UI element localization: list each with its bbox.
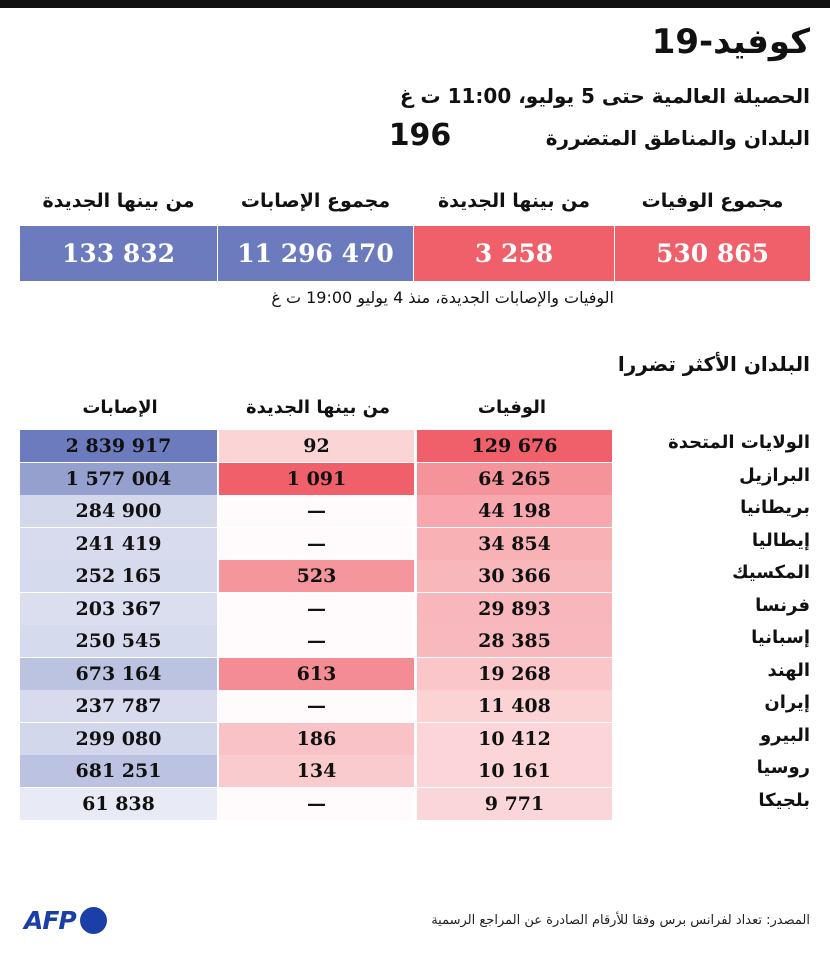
new-deaths-cell: 134: [219, 755, 414, 787]
country-name: بريطانيا: [740, 497, 810, 518]
section-title: البلدان الأكثر تضررا: [617, 352, 810, 376]
new-deaths-cell: 92: [219, 430, 414, 462]
country-name: الهند: [767, 659, 810, 681]
cases-cell: 284 900: [20, 495, 217, 527]
deaths-cell: 11 408: [417, 690, 612, 722]
affected-countries-label: البلدان والمناطق المتضررة: [545, 126, 810, 150]
deaths-cell: 34 854: [417, 528, 612, 560]
country-name: إسبانيا: [751, 627, 810, 648]
country-name: بلجيكا: [758, 789, 810, 811]
deaths-cell: 19 268: [417, 658, 612, 690]
cases-cell: 241 419: [20, 528, 217, 560]
source-note: المصدر: تعداد لفرانس برس وفقا للأرقام الصادرة عن المراجع الرسمية: [431, 913, 810, 928]
new-deaths-cell: —: [219, 788, 414, 820]
column-header-cases: الإصابات: [82, 397, 158, 418]
cases-cell: 299 080: [20, 723, 217, 755]
cases-cell: 203 367: [20, 593, 217, 625]
summary-header-cases: مجموع الإصابات: [240, 190, 391, 212]
cases-cell: 252 165: [20, 560, 217, 592]
summary-header-new-deaths: من بينها الجديدة: [437, 190, 591, 212]
new-deaths-cell: 523: [219, 560, 414, 592]
cases-cell: 61 838: [20, 788, 217, 820]
summary-total-cases: 11 296 470: [218, 226, 413, 281]
afp-logo-dot: [80, 907, 107, 934]
page-title: كوفيد-19: [651, 22, 810, 62]
country-name: البيرو: [759, 724, 810, 746]
deaths-cell: 30 366: [417, 560, 612, 592]
afp-logo: [24, 906, 107, 935]
country-name: إيطاليا: [751, 529, 810, 551]
summary-header-deaths: مجموع الوفيات: [641, 190, 784, 212]
new-deaths-cell: —: [219, 690, 414, 722]
afp-logo-text: AFP: [24, 906, 76, 935]
country-name: فرنسا: [755, 594, 810, 616]
deaths-cell: 129 676: [417, 430, 612, 462]
cases-cell: 673 164: [20, 658, 217, 690]
affected-countries-value: 196: [388, 118, 452, 153]
new-deaths-cell: 1 091: [219, 463, 414, 495]
cases-cell: 1 577 004: [20, 463, 217, 495]
summary-header-new-cases: من بينها الجديدة: [42, 190, 195, 212]
deaths-cell: 10 412: [417, 723, 612, 755]
new-deaths-cell: 186: [219, 723, 414, 755]
cases-cell: 2 839 917: [20, 430, 217, 462]
country-name: روسيا: [756, 757, 810, 778]
deaths-cell: 44 198: [417, 495, 612, 527]
country-name: المكسيك: [732, 562, 810, 583]
new-deaths-cell: —: [219, 593, 414, 625]
summary-note: الوفيات والإصابات الجديدة، منذ 4 يوليو 19:00 ت غ: [271, 288, 614, 307]
column-header-deaths: الوفيات: [477, 397, 547, 418]
country-name: البرازيل: [739, 464, 810, 486]
cases-cell: 237 787: [20, 690, 217, 722]
deaths-cell: 10 161: [417, 755, 612, 787]
top-bar: [0, 0, 830, 8]
cases-cell: 250 545: [20, 625, 217, 657]
summary-total-deaths: 530 865: [615, 226, 810, 281]
deaths-cell: 9 771: [417, 788, 612, 820]
new-deaths-cell: 613: [219, 658, 414, 690]
country-name: الولايات المتحدة: [668, 432, 810, 453]
new-deaths-cell: —: [219, 528, 414, 560]
deaths-cell: 64 265: [417, 463, 612, 495]
deaths-cell: 28 385: [417, 625, 612, 657]
country-name: إيران: [764, 692, 810, 713]
new-deaths-cell: —: [219, 495, 414, 527]
page-subtitle: الحصيلة العالمية حتى 5 يوليو، 11:00 ت غ: [399, 84, 810, 108]
summary-new-cases: 133 832: [20, 226, 217, 281]
deaths-cell: 29 893: [417, 593, 612, 625]
cases-cell: 681 251: [20, 755, 217, 787]
column-header-new-deaths: من بينها الجديدة: [245, 397, 391, 418]
new-deaths-cell: —: [219, 625, 414, 657]
summary-new-deaths: 3 258: [414, 226, 614, 281]
